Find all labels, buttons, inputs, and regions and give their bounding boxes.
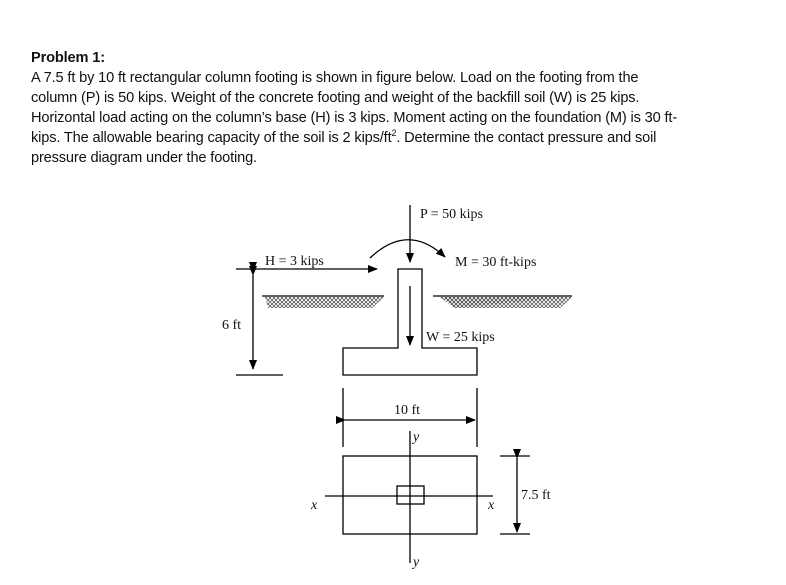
problem-title: Problem 1: [31,50,105,66]
x-axis-label-right: x [488,498,495,513]
problem-line: pressure diagram under the footing. [31,150,257,166]
problem-line-part: . Determine the contact pressure and soil [396,130,657,146]
problem-line: Horizontal load acting on the column’s base (H) is 3 kips. Moment acting on the foundation (M) is 30 ft- [31,110,678,126]
p-label: P = 50 kips [420,207,483,222]
length-label: 10 ft [394,403,421,418]
x-axis-label-left: x [311,498,318,513]
soil-hatch-left [265,297,384,308]
h-label: H = 3 kips [265,254,324,269]
m-label: M = 30 ft-kips [455,255,537,270]
width-label: 7.5 ft [521,488,551,503]
problem-line: column (P) is 50 kips. Weight of the concrete footing and weight of the backfill soil (W) is 25 kips. [31,90,640,106]
y-axis-label-bottom: y [413,555,420,570]
depth-label: 6 ft [222,318,242,333]
superscript: 2 [391,128,397,138]
moment-arc [370,240,445,258]
y-axis-label-top: y [413,430,420,445]
w-label: W = 25 kips [426,330,495,345]
problem-line: A 7.5 ft by 10 ft rectangular column footing is shown in figure below. Load on the footing from the [31,70,639,86]
problem-line-part: kips. The allowable bearing capacity of the soil is 2 kips/ft [31,130,392,146]
